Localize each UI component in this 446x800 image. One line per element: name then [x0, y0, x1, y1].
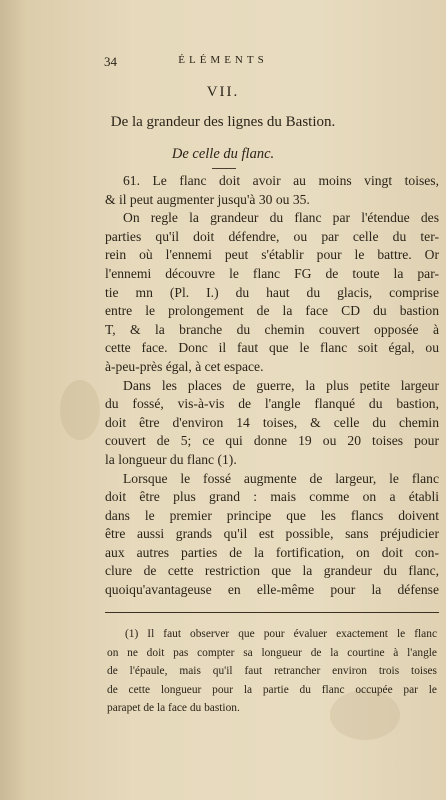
footnote-text: [107, 626, 437, 719]
body-line: quoiqu'avantageuse en elle-même pour la défense: [105, 582, 439, 598]
section-number: VII.: [206, 84, 240, 100]
footnote-line: (1) Il faut observer que pour évaluer exactement le flanc: [125, 628, 437, 640]
body-text: [105, 172, 439, 600]
footnote-rule: [105, 612, 439, 613]
body-line: parties qu'il doit défendre, ou par celle du ter-: [105, 228, 439, 244]
body-line: rein où l'ennemi peut s'établir pour le battre. Or: [105, 247, 439, 263]
body-line: On regle la grandeur du flanc par l'étendue des: [123, 210, 439, 226]
footnote-line: on ne doit pas compter sa longueur de la courtine à l'angle: [107, 646, 437, 659]
body-line: à-peu-près égal, à cet espace.: [105, 358, 264, 374]
body-line: 61. Le flanc doit avoir au moins vingt toises,: [123, 173, 439, 188]
footnote-line: parapet de la face du bastion.: [107, 702, 240, 715]
body-line: du fossé, vis-à-vis de l'angle flanqué du bastion,: [105, 396, 439, 412]
running-head: ÉLÉMENTS: [178, 54, 268, 66]
body-line: Dans les places de guerre, la plus petite largeur: [123, 377, 439, 393]
body-line: doit être d'environ 14 toises, & celle du chemin: [105, 414, 439, 430]
paper-stain: [60, 380, 100, 440]
subsection-title: De celle du flanc.: [171, 146, 275, 162]
body-line: couvert de 5; ce qui donne 19 ou 20 toises pour: [105, 433, 439, 449]
body-line: tie mn (Pl. I.) du haut du glacis, comprise: [105, 284, 439, 300]
body-line: T, & la branche du chemin couvert opposée à: [105, 321, 439, 337]
body-line: & il peut augmenter jusqu'à 30 ou 35.: [105, 191, 310, 207]
body-line: Lorsque le fossé augmente de largeur, le flanc: [123, 470, 439, 486]
body-line: entre le prolongement de la face CD du bastion: [105, 303, 439, 319]
body-line: aux autres parties de la fortification, on doit con-: [105, 544, 439, 560]
page-header: [0, 54, 446, 74]
body-line: dans le premier principe que les flancs doivent: [105, 507, 439, 523]
body-line: l'ennemi découvre le flanc FG de toute la par-: [105, 265, 439, 281]
body-line: être aussi grands qu'il est possible, sans préjudicier: [105, 526, 439, 542]
footnote-line: de cette longueur pour la partie du flanc occupée par le: [107, 683, 437, 696]
page-number: 34: [104, 54, 117, 69]
body-line: clure de cette restriction que la grandeur du flanc,: [105, 563, 439, 579]
body-line: la longueur du flanc (1).: [105, 451, 237, 467]
body-line: cette face. Donc il faut que le flanc soit égal, ou: [105, 340, 439, 356]
title-rule: [212, 168, 236, 169]
footnote-line: de l'épaule, mais qu'il faut retrancher environ trois toises: [107, 665, 437, 678]
body-line: doit être plus grand : mais comme on a établi: [105, 489, 439, 505]
section-title: De la grandeur des lignes du Bastion.: [110, 114, 336, 130]
